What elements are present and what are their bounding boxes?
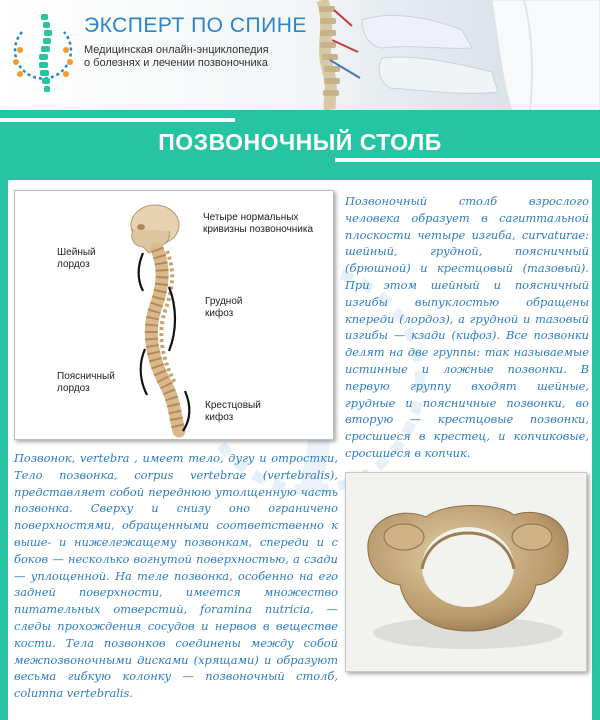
label-lumbar-lordosis: Поясничный лордоз — [57, 371, 115, 394]
vertebra-photo-image — [346, 473, 587, 672]
spine-curves-figure — [14, 190, 334, 440]
site-tagline: Медицинская онлайн-энциклопедия о болезнях и лечении позвоночника — [84, 44, 269, 69]
spine-description-text: Позвоночный столб взрослого человека образует в сагиттальной плоскости четыре изгиба, curvaturae: шейный, грудной, поясничный (брюшной) и крестцовый (тазовый). При этом шейный и поясничный изгибы выпуклостью обращены кпереди (лордоз), а грудной и тазовый изгибы — кзади (кифоз). Все позвонки делят на две группы: так называемые истинные и ложные позвонки. В первую группу входят шейные, грудные и поясничные позвонки, во вторую — крестцовые позвонки, сросшиеся в крестец, и копчиковые, сросшиеся в копчик. — [345, 194, 589, 460]
label-thoracic-kyphosis: Грудной кифоз — [205, 296, 243, 319]
page-title: ПОЗВОНОЧНЫЙ СТОЛБ — [158, 129, 442, 155]
vertebra-description-text: Позвонок, vertebra , имеет тело, дугу и отростки, Тело позвонка, corpus vertebrae (vertebralis), представляет собой переднюю утолщенную часть позвонка. Сверху и снизу оно ограничено поверхностями, обращенными соответственно к выше- и нижележащему позвонкам, спереди и с боков — несколько вогнутой поверхностью, а сзади — уплощенной. На теле позвонка, особенно на его задней поверхности, имеется множество питательных отверстий, foramina nutricia, — следы прохождения сосудов и нервов в веществе кости. Тела позвонков соединены между собой межпозвоночными дисками (хрящами) и образуют весьма гибкую колонку — позвоночный столб, columna vertebralis. — [14, 451, 338, 701]
site-header — [0, 0, 600, 110]
site-title[interactable]: ЭКСПЕРТ ПО СПИНЕ — [84, 14, 307, 37]
label-four-curves: Четыре нормальных кривизны позвоночника — [203, 212, 314, 235]
label-sacral-kyphosis: Крестцовый кифоз — [205, 400, 261, 423]
atlas-vertebra-photo — [345, 472, 587, 672]
title-band — [0, 110, 600, 172]
title-decor-line-right — [335, 158, 600, 162]
label-cervical-lordosis: Шейный лордоз — [57, 247, 96, 270]
title-decor-line-left — [0, 118, 235, 122]
spine-logo-icon — [8, 10, 78, 94]
doctor-hands-spine-model-photo — [262, 0, 600, 110]
